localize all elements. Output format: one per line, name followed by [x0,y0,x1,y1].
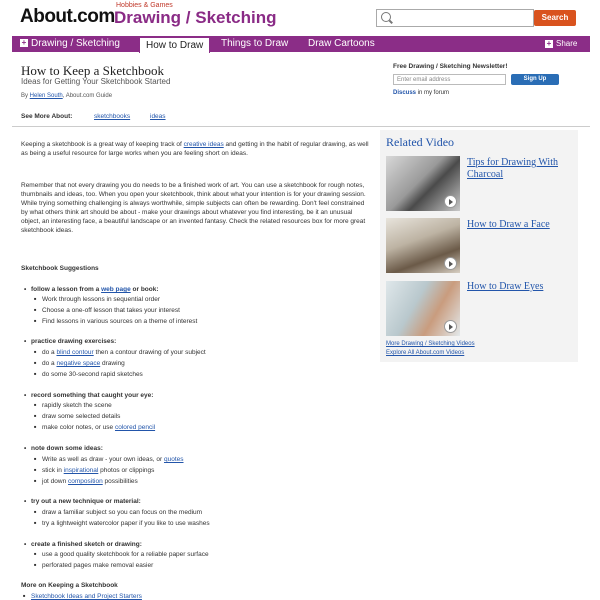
see-more-ideas[interactable]: ideas [150,113,166,120]
g2-i2-a: do a [42,360,57,367]
video-thumbnail[interactable] [386,156,460,211]
newsletter-title: Free Drawing / Sketching Newsletter! [393,63,508,70]
tab-label: Drawing / Sketching [31,38,120,49]
g2-i1-a: do a [42,349,57,356]
share-button[interactable] [545,36,577,52]
sub-item: ■ do some 30-second rapid sketches [42,371,143,378]
g3-i3-a: make color notes, or use [42,424,115,431]
suggestion-item: • note down some ideas: [31,445,103,452]
sub-item: ■ Work through lessons in sequential order [42,296,160,303]
more-heading: More on Keeping a Sketchbook [21,582,118,589]
forum-discuss [393,90,449,96]
video-link[interactable]: How to Draw Eyes [467,281,544,292]
sub-item: ■ Find lessons in various sources on a theme of interest [42,318,197,325]
g4-i1-a: Write as well as draw - your own ideas, or [42,456,164,463]
suggestions-heading: Sketchbook Suggestions [21,265,99,272]
suggestion-item: • try out a new technique or material: [31,498,141,505]
intro-paragraph [21,140,371,158]
search-icon [381,12,391,22]
sub-item [42,456,184,463]
video-thumbnail[interactable] [386,281,460,336]
video-link[interactable]: How to Draw a Face [467,219,550,230]
byline [21,93,112,99]
sub-item [42,478,138,485]
suggestion-item: • record something that caught your eye: [31,392,153,399]
colored-pencil-link[interactable]: colored pencil [114,424,156,431]
more-videos-link[interactable]: More Drawing / Sketching Videos [386,341,475,347]
email-field[interactable]: Enter email address [393,74,506,85]
more-sketchbook-link[interactable]: ■ Sketchbook Ideas and Project Starters [31,593,142,600]
p1-text-b: and getting in the habit of regular drawing, as well as being a useful resource for large works when you are feeling short on ideas. [21,141,369,157]
play-icon [444,195,457,208]
section-nav [12,36,590,52]
tab-drawing-sketching[interactable] [20,36,120,52]
g4-i3-a: jot down [42,478,69,485]
composition-link[interactable]: composition [68,478,103,485]
g4-i2-a: stick in [42,467,64,474]
site-header [0,0,600,36]
share-label: Share [556,39,578,48]
page-title: How to Keep a Sketchbook [21,63,164,78]
sub-item: ■ Choose a one-off lesson that takes your interest [42,307,180,314]
sub-item: ■ use a good quality sketchbook for a reliable paper surface [42,551,209,558]
byline-suffix: , About.com Guide [62,93,113,99]
negative-space-link[interactable]: negative space [56,360,101,367]
p1-text-a: Keeping a sketchbook is a great way of keeping track of [21,141,184,148]
hobbies-breadcrumb[interactable]: Hobbies & Games [116,2,173,9]
discuss-link[interactable]: Discuss [393,90,417,96]
g4-i2-b: photos or clippings [98,467,155,474]
play-icon [444,257,457,270]
see-more-label: See More About: [21,113,73,120]
sub-item: ■ perforated pages make removal easier [42,562,153,569]
discuss-rest: in my forum [416,90,450,96]
author-link[interactable]: Helen South [29,93,63,99]
tab-things-to-draw[interactable]: Things to Draw [221,38,289,49]
g2-i1-b: then a contour drawing of your subject [93,349,206,356]
see-more-sketchbooks[interactable]: sketchbooks [94,113,131,120]
section-title[interactable]: Drawing / Sketching [114,8,277,27]
video-link[interactable]: Tips for Drawing With Charcoal [467,157,558,180]
g4-i3-b: possibilities [102,478,138,485]
suggestion-item [31,286,159,293]
byline-by: By [21,93,30,99]
tab-draw-cartoons[interactable]: Draw Cartoons [308,38,375,49]
signup-button[interactable]: Sign Up [511,74,559,85]
divider [12,126,590,127]
share-plus-icon: + [546,38,552,48]
search-button[interactable]: Search [534,10,576,26]
web-page-link[interactable]: web page [101,286,131,293]
suggestion-item: • practice drawing exercises: [31,338,116,345]
play-icon [444,320,457,333]
blind-contour-link[interactable]: blind contour [56,349,94,356]
explore-videos-link[interactable]: Explore All About.com Videos [386,350,465,356]
sub-item [42,349,206,356]
page-subtitle: Ideas for Getting Your Sketchbook Started [21,77,171,86]
sub-item [42,424,155,431]
tab-how-to-draw[interactable]: How to Draw [139,37,210,53]
body-paragraph: Remember that not every drawing you do needs to be a finished work of art. You can use a sketchbook for rough notes, thumbnails and ideas, too. When you open your sketchbook, think about what your intention is for your drawing session. While trying something challenging is always worthwhile, simple subjects can often be rewarding. Don't feel constrained by what others think art should be about - make your drawings about whatever you find interesting, be it an unusual object, an interesting face, a beautiful landscape or an invented fantasy. Check the related resources box for more great sketchbook ideas. [21,182,366,234]
g1-b: or book: [130,286,159,293]
sub-item: ■ rapidly sketch the scene [42,402,112,409]
sub-item: ■ draw a familiar subject so you can focus on the medium [42,509,202,516]
creative-ideas-link[interactable]: creative ideas [183,141,224,148]
video-thumbnail[interactable] [386,218,460,273]
sub-item: ■ try a lightweight watercolor paper if you like to use washes [42,520,210,527]
plus-icon: + [21,38,27,48]
sub-item [42,360,125,367]
suggestion-item: • create a finished sketch or drawing: [31,541,142,548]
g1-a: follow a lesson from a [31,286,102,293]
logo-text: About.com [20,6,115,27]
related-video-title: Related Video [386,135,455,149]
quotes-link[interactable]: quotes [163,456,184,463]
sub-item [42,467,154,474]
search-input[interactable] [376,9,534,27]
g2-i2-b: drawing [100,360,125,367]
inspirational-link[interactable]: inspirational [63,467,99,474]
sub-item: ■ draw some selected details [42,413,120,420]
